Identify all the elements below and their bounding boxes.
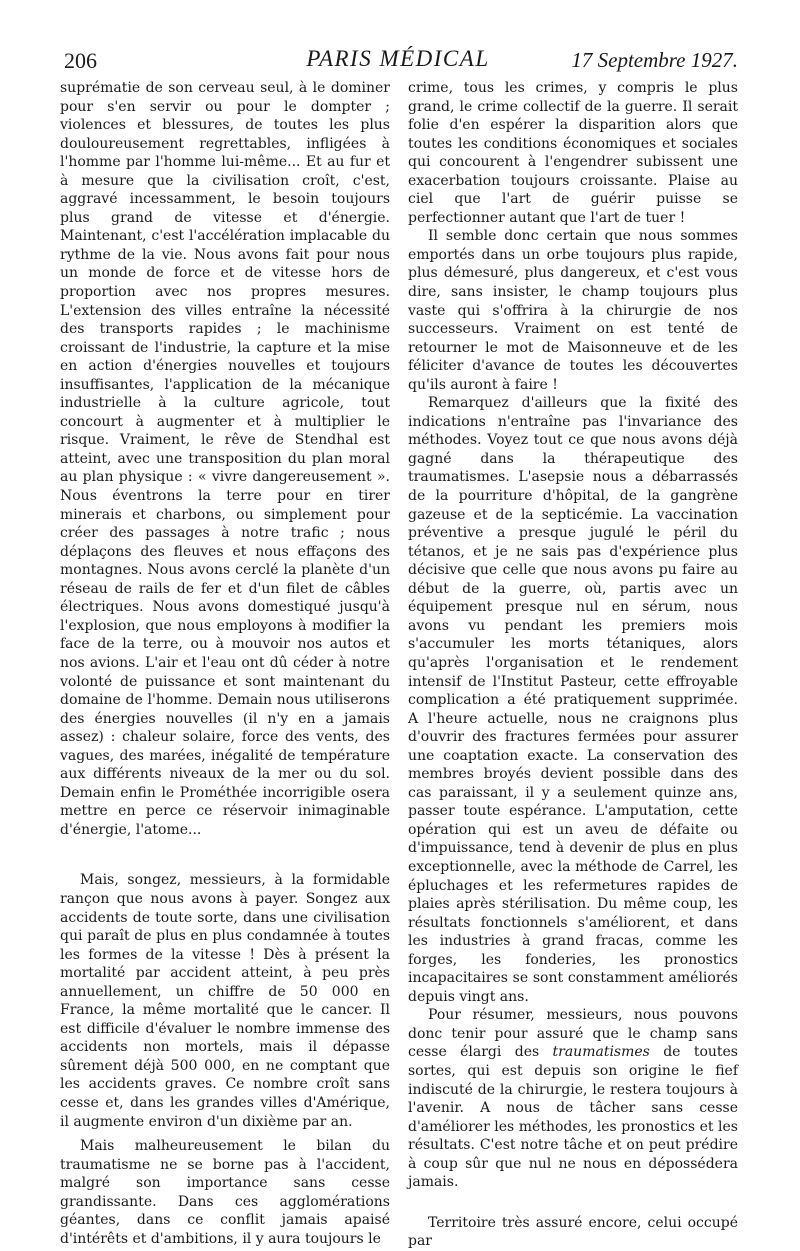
page-header (58, 44, 738, 78)
paragraph: suprématie de son cerveau seul, à le dominer pour s'en servir ou pour le dompter ; violences et blessures, de toutes les plus douloureusement regrettables, infligées à l'homme par l'homme lui-même... Et au fur et à mesure que la civilisation croît, c'est, aggravé incessamment, le besoin toujours plus grand de vitesse et d'énergie. Maintenant, c'est l'accélération implacable du rythme de la vie. Nous avons fait pour nous un monde de force et de vitesse hors de proportion avec nos propres mesures. L'extension des villes entraîne la nécessité des transports rapides ; le machinisme croissant de l'industrie, la capture et la mise en action d'énergies nouvelles et toujours insuffisantes, l'application de la mécanique industrielle à la culture agricole, tout concourt à augmenter et à multiplier le risque. Vraiment, le rêve de Stendhal est atteint, avec une transposition du plan moral au plan physique : « vivre dangereusement ». Nous éventrons la terre pour en tirer minerais et charbons, ou simplement pour créer des passages à notre trafic ; nous déplaçons des fleuves et nous effaçons des montagnes. Nous avons cerclé la planète d'un réseau de rails de fer et d'un filet de câbles électriques. Nous avons domestiqué jusqu'à l'explosion, que nous employons à modifier la face de la terre, ou à mouvoir nos autos et nos avions. L'air et l'eau ont dû céder à notre volonté de puissance et sont maintenant du domaine de l'homme. Demain nous utiliserons des énergies nouvelles (il n'y en a jamais assez) : chaleur solaire, force des vents, des vagues, des marées, inégalité de température aux différents niveaux de la mer ou du sol. Demain enfin le Prométhée incorrigible osera mettre en perce ce réservoir inimaginable d'énergie, l'atome... (60, 80, 390, 838)
page-number: 206 (64, 48, 97, 73)
paragraph (408, 1006, 738, 1191)
issue-date: 17 Septembre 1927. (571, 48, 738, 72)
paragraph: Remarquez d'ailleurs que la fixité des indications n'entraîne pas l'invariance des méthodes. Voyez tout ce que nous avons déjà gagné dans la thérapeutique des traumatismes. L'asepsie nous a débarrassés de la pourriture d'hôpital, de la gangrène gazeuse et de la septicémie. La vaccination préventive a presque jugulé le péril du tétanos, et je ne sais pas d'expérience plus décisive que celle que nous avons pu faire au début de la guerre, où, partis avec un équipement presque nul en sérum, nous avons vu pendant les premiers mois s'accumuler les morts tétaniques, alors qu'après l'organisation et le rendement intensif de l'Institut Pasteur, cette effroyable complication a été pratiquement supprimée. A l'heure actuelle, nous ne craignons plus d'ouvrir des fractures fermées pour assurer une coaptation exacte. La conservation des membres broyés devient possible dans des cas paraissant, il y a seulement quinze ans, passer toute espérance. L'amputation, cette opération qui est un aveu de défaite ou d'impuissance, tend à devenir de plus en plus exceptionnelle, avec la méthode de Carrel, les épluchages et les refermetures rapides de plaies après stérilisation. Du même coup, les résultats fonctionnels s'améliorent, et dans les industries à grand fracas, comme les forges, les fonderies, les pronostics incapacitaires se sont constamment améliorés depuis vingt ans. (408, 395, 738, 1005)
left-column (60, 79, 390, 1248)
right-column (408, 79, 738, 1251)
paragraph: Territoire très assuré encore, celui occupé par (408, 1214, 738, 1250)
paragraph: Mais malheureusement le bilan du traumatisme ne se borne pas à l'accident, malgré son importance sans cesse grandissante. Dans ces agglomérations géantes, dans ce conflit jamais apaisé d'intérêts et d'ambitions, il y aura toujours le (60, 1138, 390, 1247)
paragraph: Il semble donc certain que nous sommes emportés dans un orbe toujours plus rapide, plus démesuré, plus dangereux, et c'est vous dire, sans insister, le champ toujours plus vaste qui s'offrira à la chirurgie de nos successeurs. Vraiment on est tenté de retourner le mot de Maisonneuve et de les féliciter d'avance de toutes les découvertes qu'ils auront à faire ! (408, 228, 738, 393)
paragraph: Mais, songez, messieurs, à la formidable rançon que nous avons à payer. Songez aux accidents de toute sorte, dans une civilisation qui paraît de plus en plus condamnée à toutes les formes de la vitesse ! Dès à présent la mortalité par accident atteint, à peu près annuellement, un chiffre de 50 000 en France, la même mortalité que le cancer. Il est difficile d'évaluer le nombre immense des accidents non mortels, mais il dépasse sûrement déjà 500 000, en ne comptant que les accidents graves. Ce nombre croît sans cesse et, dans les grandes villes d'Amérique, il augmente environ d'un dixième par an. (60, 872, 390, 1130)
paragraph-text: de toutes sortes, qui est depuis son origine le fief indiscuté de la chirurgie, le restera toujours à l'avenir. A nous de tâcher sans cesse d'améliorer les méthodes, les pronostics et les résultats. C'est notre tâche et on peut prédire à coup sûr que nul ne nous en dépossédera jamais. (408, 1044, 738, 1191)
paragraph: crime, tous les crimes, y compris le plus grand, le crime collectif de la guerre. Il serait folie d'en espérer la disparition alors que toutes les conditions économiques et sociales qui concourent à l'engendrer subissent une exacerbation toujours croissante. Plaise au ciel que l'art de guérir puisse se perfectionner autant que l'art de tuer ! (408, 80, 738, 226)
journal-title: PARIS MÉDICAL (306, 46, 490, 71)
emphasis-text: traumatismes (552, 1044, 650, 1061)
paragraph-text: Pour résumer, messieurs, nous pouvons donc tenir pour assuré que le champ sans cesse élargi des (408, 1007, 738, 1061)
